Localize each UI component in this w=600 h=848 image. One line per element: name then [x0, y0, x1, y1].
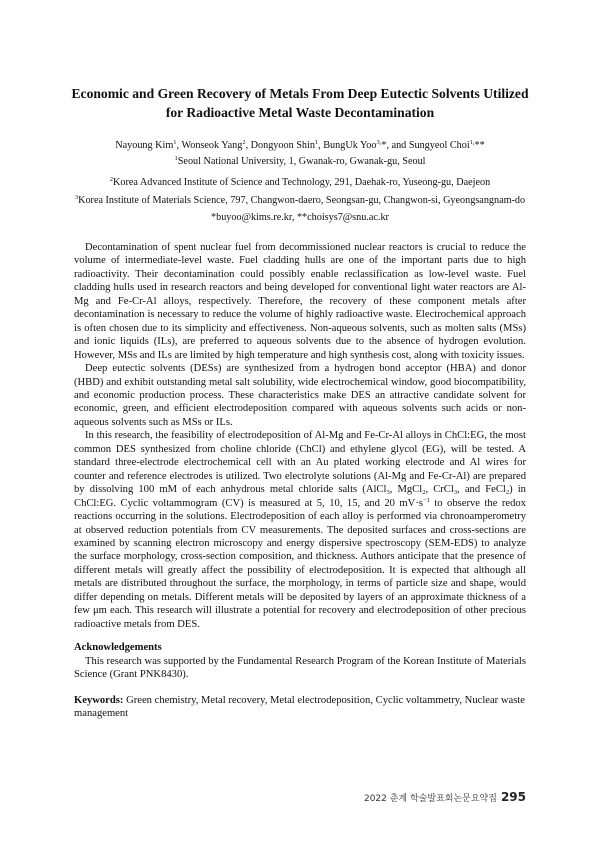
author-4-affil: 3, [376, 139, 382, 146]
affiliation-3-text: Korea Institute of Materials Science, 797, Changwon-daero, Seongsan-gu, Changwon-si, Gyeongsangnam-do [78, 195, 526, 206]
keywords-label: Keywords: [74, 695, 124, 706]
affiliation-1-number: 1 [174, 155, 178, 162]
author-4: , BungUk Yoo [318, 140, 377, 151]
affiliation-3-number: 3 [74, 194, 79, 201]
body-paragraph-2: Deep eutectic solvents (DESs) are synthesized from a hydrogen bond acceptor (HBA) and donor (HBD) and exhibit outstanding metal salt solubility, wide electrochemical window, good biocompatibility, and economic production process. These characteristics make DES an attractive candidate solvent for economic, green, and efficient electrodeposition compared with aqueous solvents such acids or non-aqueous solvents such as MSs or ILs. [74, 363, 526, 428]
author-3: , Dongyoon Shin [245, 140, 315, 151]
author-5-affil: 1, [469, 139, 475, 146]
author-4-corresponding-mark: * [381, 140, 387, 151]
p3-sub-crcl3: 3 [453, 489, 458, 497]
abstract-body [74, 241, 526, 631]
p3-sub-alcl3: 3 [386, 489, 390, 497]
p3-text-f: to observe the redox reactions occurring in the solutions. Electrodeposition of each alloy is performed via chronoamperometry at observed reduction potentials from CV measurements. The deposited surfaces and cross-sections are examined by scanning electron microscopy and energy dispersive spectroscopy (SEM-EDS) to analyze the surface morphology, cross-section composition, and thickness. Authors anticipate that the presence of different metals will greatly affect the possibility of electrodeposition. It is expected that although all metals are distributed throughout the surface, the morphology, in terms of particle size and shape, would differ depending on metals. Different metals will be deposited by layers of an approximate thickness of a few μm each. This research will illustrate a potential for recovery and electrodeposition of other precious radioactive metals from DES. [74, 497, 526, 630]
author-3-affil: 1 [314, 139, 319, 146]
body-paragraph-3 [74, 429, 526, 631]
author-1: Nayoung Kim [115, 140, 174, 151]
affiliation-1-text: Seoul National University, 1, Gwanak-ro, Gwanak-gu, Seoul [177, 156, 426, 167]
p3-text-a: In this research, the feasibility of electrodeposition of Al-Mg and Fe-Cr-Al alloys in ChCl:EG, the most common DES synthesized from choline chloride (ChCl) and ethylene glycol (EG), will be tested. A standard three-electrode electrochemical cell with an Au plated working electrode and Al wires for counter and reference electrodes is utilized. Two electrolyte solutions (Al-Mg and Fe-Cr-Al) are prepared by dissolving 100 mM of each anhydrous metal chloride salts (AlCl [74, 430, 526, 496]
corresponding-emails: *buyoo@kims.re.kr, **choisys7@snu.ac.kr [211, 212, 389, 223]
p3-sup-unit: −1 [422, 496, 430, 504]
proceedings-name: 2022 춘계 학술발표회논문요약집 [363, 794, 497, 804]
p3-text-b: , MgCl [389, 484, 423, 496]
page-number: 295 [500, 790, 526, 804]
author-list [40, 139, 560, 152]
body-paragraph-1: Decontamination of spent nuclear fuel from decommissioned nuclear reactors is crucial to reduce the volume of intermediate-level waste. Fuel cladding hulls are one of the important parts due to high radioactivity. Their decontamination could possibly enable reclassification as low-level waste. Fuel cladding hulls used in research reactors and being developed for conventional light water reactors are Al-Mg and Fe-Cr-Al alloys, respectively. Therefore, the recovery of these component metals after decontamination is necessary to reduce the volume of highly radioactive waste. Electrochemical approach is often chosen due to its simplicity and effectiveness. Non-aqueous solvents, such as molten salts (MSs) and ionic liquids (ILs), are preferred to aqueous solvents due to the absence of hydrogen evolution. However, MSs and ILs are limited by high temperature and high synthesis cost, along with toxicity issues. [74, 242, 526, 361]
p3-text-c: , CrCl [425, 484, 454, 496]
affiliation-2-number: 2 [109, 176, 114, 183]
title-line-1: Economic and Green Recovery of Metals From Deep Eutectic Solvents Utilized [71, 86, 529, 101]
p3-sub-fecl2: 2 [505, 489, 510, 497]
affiliation-1 [40, 155, 560, 168]
author-1-affil: 1 [173, 139, 177, 146]
paper-title [60, 84, 540, 122]
affiliation-2-text: Korea Advanced Institute of Science and Technology, 291, Daehak-ro, Yuseong-gu, Daejeon [113, 177, 491, 188]
author-5-corresponding-mark: ** [474, 140, 485, 151]
author-2: , Wonseok Yang [176, 140, 243, 151]
acknowledgements-text: This research was supported by the Fundamental Research Program of the Korean Institute of Materials Science (Grant PNK8430). [74, 656, 526, 681]
author-5: , and Sungyeol Choi [386, 140, 470, 151]
p3-sub-mgcl2: 2 [422, 489, 426, 497]
keywords [74, 694, 526, 721]
p3-text-e: ) in ChCl:EG. Cyclic voltammogram (CV) is measured at 5, 10, 15, and 20 mV·s [74, 484, 526, 509]
acknowledgements-heading: Acknowledgements [74, 642, 162, 653]
page-footer [364, 790, 526, 804]
author-2-affil: 2 [242, 139, 246, 146]
affiliation-2 [40, 176, 560, 189]
p3-text-d: , and FeCl [457, 484, 506, 496]
affiliation-3 [40, 194, 560, 207]
title-line-2: for Radioactive Metal Waste Decontamination [165, 105, 435, 120]
keywords-text: Green chemistry, Metal recovery, Metal electrodeposition, Cyclic voltammetry, Nuclear waste management [74, 695, 525, 720]
